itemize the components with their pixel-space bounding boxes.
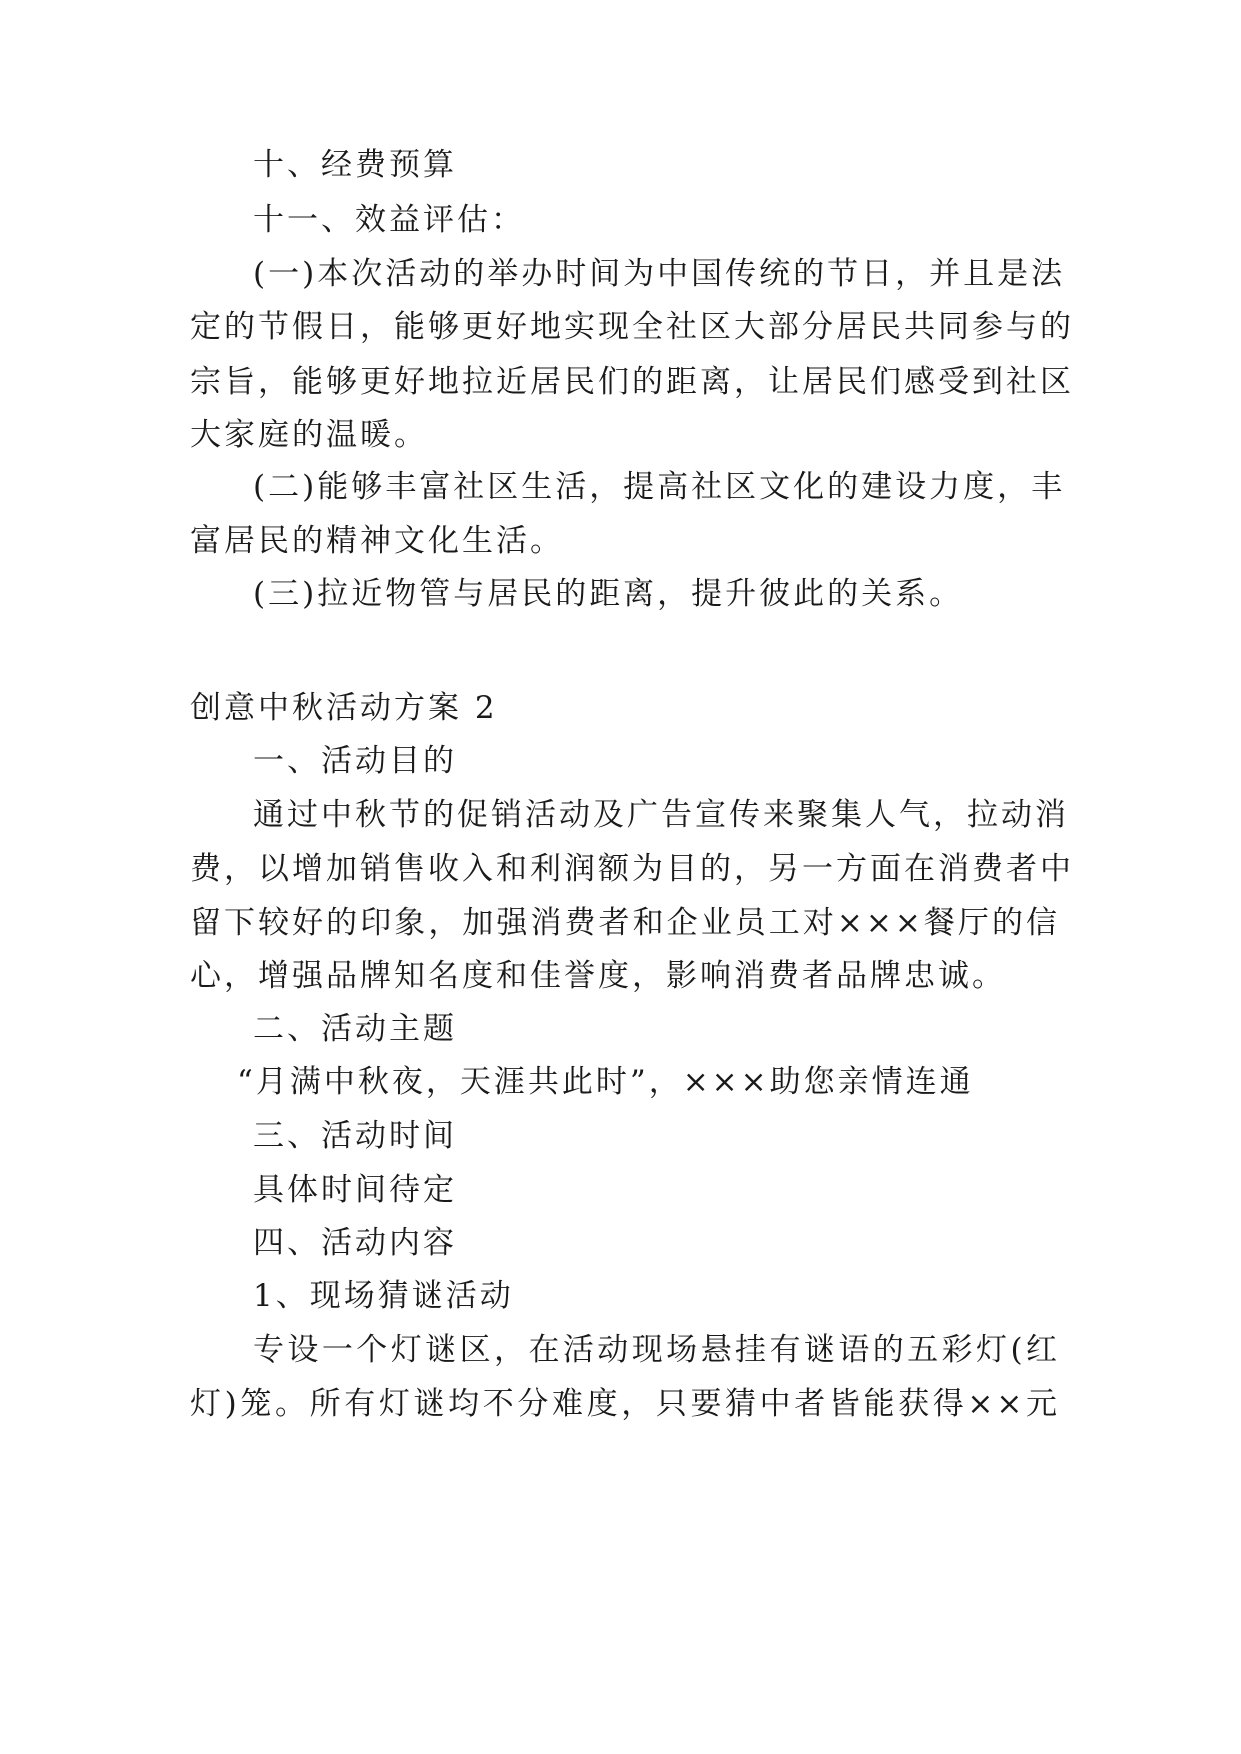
paragraph-line: 通过中秋节的促销活动及广告宣传来聚集人气，拉动消 xyxy=(253,797,1069,833)
heading-purpose: 一、活动目的 xyxy=(253,743,457,779)
paragraph-line: (一)本次活动的举办时间为中国传统的节日，并且是法 xyxy=(253,256,1066,292)
heading-evaluation: 十一、效益评估： xyxy=(253,202,525,238)
paragraph-line: 定的节假日，能够更好地实现全社区大部分居民共同参与的 xyxy=(190,309,1074,345)
paragraph-line: 宗旨，能够更好地拉近居民们的距离，让居民们感受到社区 xyxy=(190,364,1074,400)
paragraph-line: 灯)笼。所有灯谜均不分难度，只要猜中者皆能获得××元 xyxy=(190,1386,1060,1422)
theme-text: “月满中秋夜，天涯共此时”，×××助您亲情连通 xyxy=(237,1064,974,1100)
paragraph-line: 费，以增加销售收入和利润额为目的，另一方面在消费者中 xyxy=(190,851,1074,887)
paragraph-line: 富居民的精神文化生活。 xyxy=(190,523,564,559)
item-title: 1、现场猜谜活动 xyxy=(253,1278,514,1314)
paragraph-line: 留下较好的印象，加强消费者和企业员工对×××餐厅的信 xyxy=(190,905,1060,941)
paragraph-line: 专设一个灯谜区，在活动现场悬挂有谜语的五彩灯(红 xyxy=(253,1332,1060,1368)
heading-time: 三、活动时间 xyxy=(253,1118,457,1154)
paragraph-line: 心，增强品牌知名度和佳誉度，影响消费者品牌忠诚。 xyxy=(190,958,1006,994)
time-text: 具体时间待定 xyxy=(253,1172,457,1208)
heading-budget: 十、经费预算 xyxy=(253,147,457,183)
section-title: 创意中秋活动方案 2 xyxy=(190,690,498,726)
heading-content: 四、活动内容 xyxy=(253,1225,457,1261)
paragraph-line: (三)拉近物管与居民的距离，提升彼此的关系。 xyxy=(253,576,964,612)
heading-theme: 二、活动主题 xyxy=(253,1011,457,1047)
paragraph-line: 大家庭的温暖。 xyxy=(190,417,428,453)
paragraph-line: (二)能够丰富社区生活，提高社区文化的建设力度，丰 xyxy=(253,469,1066,505)
